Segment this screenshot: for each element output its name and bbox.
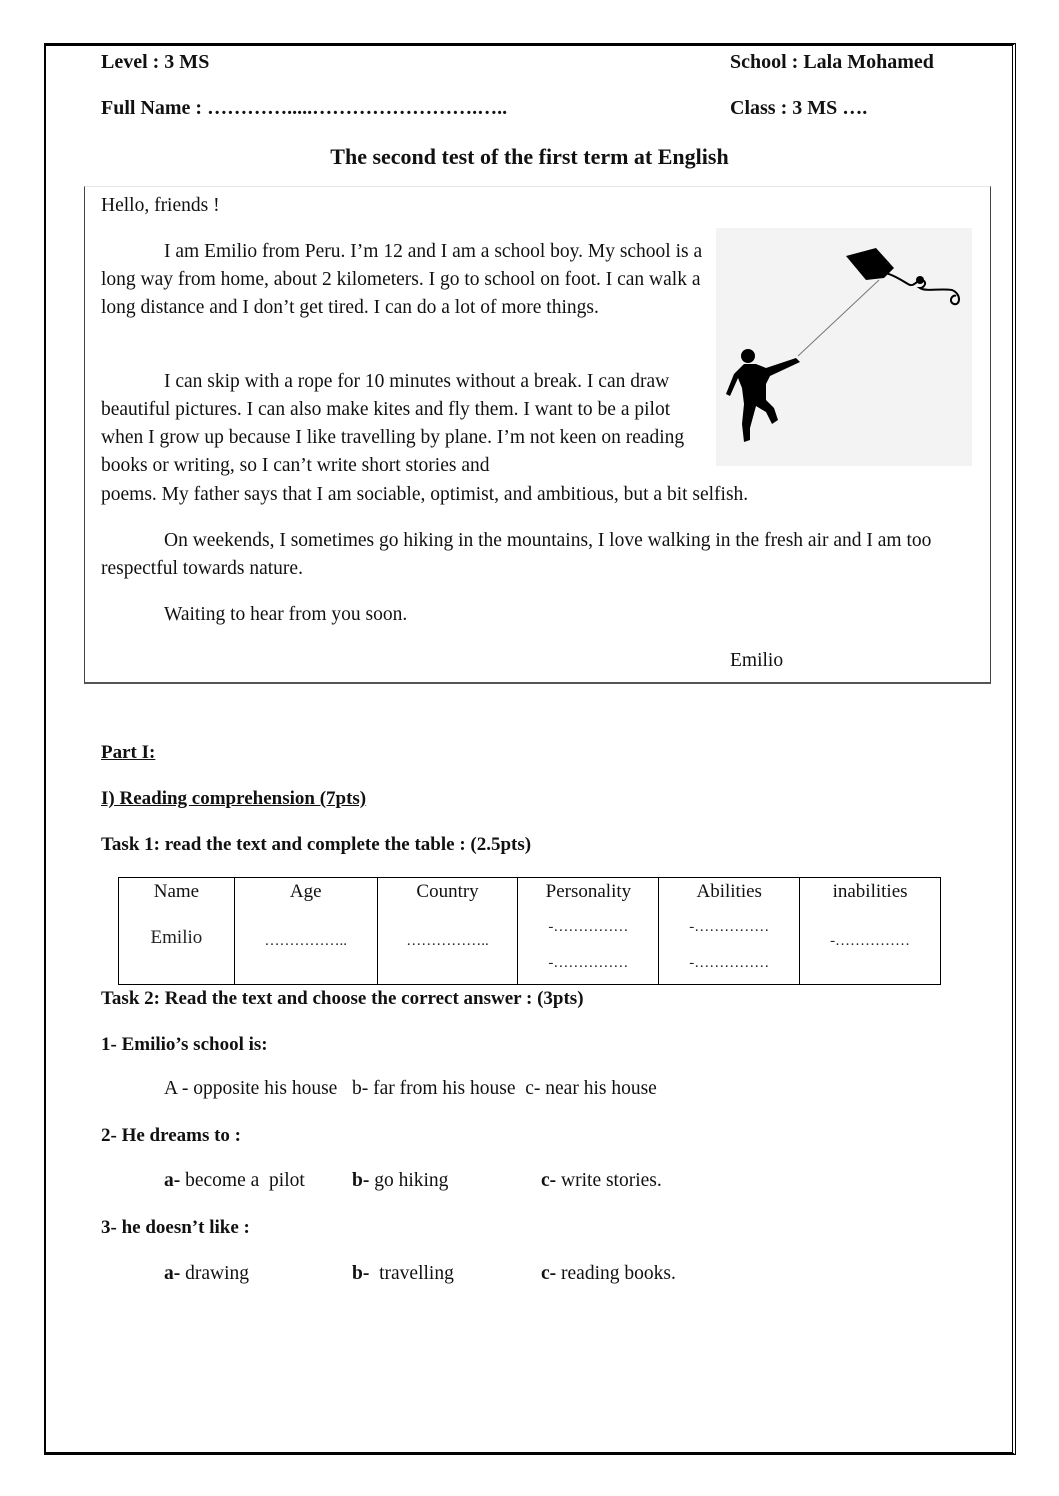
letter-paragraph-2-end: poems. My father says that I am sociable, optimist, and ambitious, but a bit selfish. bbox=[101, 484, 749, 505]
section-heading: I) Reading comprehension (7pts) bbox=[101, 788, 367, 809]
page-title: The second test of the first term at English bbox=[330, 144, 729, 169]
letter-paragraph-1: I am Emilio from Peru. I’m 12 and I am a school boy. My school is a long way from home, about 2 kilometers. I go to school on foot. I can walk a long distance and I don’t get tired. I can do a lot of more things. bbox=[101, 241, 703, 318]
cell-abilities bbox=[659, 906, 800, 985]
letter-greeting: Hello, friends ! bbox=[101, 195, 220, 216]
option-text: become a pilot bbox=[180, 1170, 305, 1191]
table-header-row bbox=[119, 878, 941, 907]
personality-blank-2[interactable]: -…………… bbox=[548, 955, 629, 971]
cell-country-blank[interactable]: …………….. bbox=[377, 906, 518, 985]
cell-personality bbox=[518, 906, 659, 985]
question-3-option-b[interactable] bbox=[352, 1263, 454, 1285]
question-2: 2- He dreams to : bbox=[101, 1125, 242, 1146]
question-2-option-a[interactable] bbox=[164, 1170, 305, 1192]
task1-table bbox=[118, 877, 941, 985]
col-abilities: Abilities bbox=[659, 878, 800, 907]
question-3-option-c[interactable] bbox=[541, 1263, 676, 1285]
cell-inabilities-blank[interactable]: -…………… bbox=[800, 906, 941, 985]
kite-boy-icon bbox=[716, 228, 972, 466]
question-2-option-c[interactable] bbox=[541, 1170, 662, 1192]
letter-paragraph-3: On weekends, I sometimes go hiking in the mountains, I love walking in the fresh air and I am too respectful towards nature. bbox=[101, 530, 932, 579]
table-row bbox=[119, 906, 941, 985]
letter-closing: Waiting to hear from you soon. bbox=[164, 604, 408, 625]
option-letter: b- bbox=[352, 1170, 370, 1191]
letter-signature: Emilio bbox=[730, 650, 784, 671]
col-personality: Personality bbox=[518, 878, 659, 907]
col-age: Age bbox=[234, 878, 377, 907]
cell-name: Emilio bbox=[119, 906, 235, 985]
class-field[interactable]: Class : 3 MS …. bbox=[730, 97, 868, 119]
level-label: Level : 3 MS bbox=[101, 51, 210, 73]
option-text: travelling bbox=[369, 1263, 454, 1284]
kite-boy-image bbox=[716, 228, 972, 466]
option-letter: c- bbox=[541, 1170, 557, 1191]
question-2-option-b[interactable] bbox=[352, 1170, 448, 1192]
option-text: drawing bbox=[180, 1263, 250, 1284]
col-country: Country bbox=[377, 878, 518, 907]
question-3: 3- he doesn’t like : bbox=[101, 1217, 250, 1238]
question-3-option-a[interactable] bbox=[164, 1263, 249, 1285]
option-text: reading books. bbox=[556, 1263, 676, 1284]
option-letter: a- bbox=[164, 1170, 181, 1191]
col-name: Name bbox=[119, 878, 235, 907]
option-letter: a- bbox=[164, 1263, 181, 1284]
option-letter: b- bbox=[352, 1263, 370, 1284]
full-name-field[interactable]: Full Name : ………….....…………………….….. bbox=[101, 97, 508, 119]
cell-age-blank[interactable]: …………….. bbox=[234, 906, 377, 985]
option-letter: c- bbox=[541, 1263, 557, 1284]
abilities-blank-2[interactable]: -…………… bbox=[689, 955, 770, 971]
abilities-blank-1[interactable]: -…………… bbox=[689, 919, 770, 935]
col-inabilities: inabilities bbox=[800, 878, 941, 907]
task2-instruction: Task 2: Read the text and choose the correct answer : (3pts) bbox=[101, 988, 584, 1009]
personality-blank-1[interactable]: -…………… bbox=[548, 919, 629, 935]
option-text: write stories. bbox=[556, 1170, 662, 1191]
school-label: School : Lala Mohamed bbox=[730, 51, 934, 73]
option-text: go hiking bbox=[369, 1170, 449, 1191]
part-heading: Part I: bbox=[101, 742, 156, 763]
letter-paragraph-2: I can skip with a rope for 10 minutes without a break. I can draw beautiful pictures. I can also make kites and fly them. I want to be a pilot when I grow up because I like travelling by plane. I’m not keen on reading books or writing, so I can’t write short stories and bbox=[101, 371, 685, 476]
question-1: 1- Emilio’s school is: bbox=[101, 1034, 268, 1055]
question-1-options[interactable]: A - opposite his house b- far from his house c- near his house bbox=[164, 1078, 657, 1099]
task1-instruction: Task 1: read the text and complete the table : (2.5pts) bbox=[101, 834, 532, 855]
